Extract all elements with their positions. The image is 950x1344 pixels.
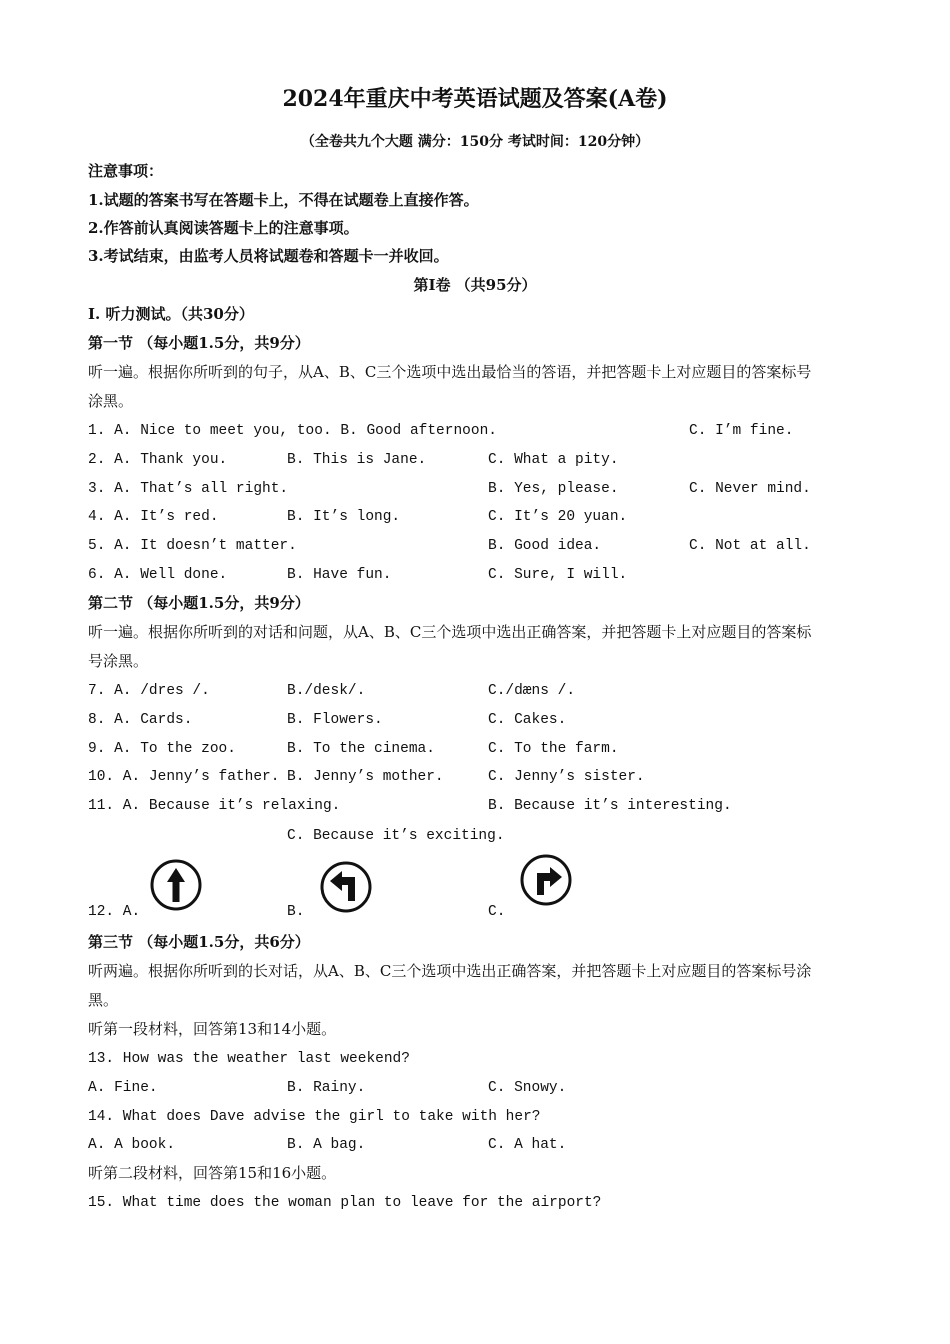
notice-item: 1.试题的答案书写在答题卡上，不得在试题卷上直接作答。	[88, 191, 479, 209]
question-9-option-a: 9. A. To the zoo.	[88, 741, 236, 757]
question-14-stem: 14. What does Dave advise the girl to take with her?	[88, 1109, 541, 1125]
page-title: 2024年重庆中考英语试题及答案(A卷)	[282, 86, 668, 112]
part-heading: Ⅰ. 听力测试。（共30分）	[88, 305, 254, 323]
question-15-stem: 15. What time does the woman plan to leave for the airport?	[88, 1195, 602, 1211]
section-heading: 第二节 （每小题1.5分，共9分）	[88, 594, 310, 612]
question-4-option-c: C. It’s 20 yuan.	[488, 509, 628, 525]
question-6-option-a: 6. A. Well done.	[88, 567, 228, 583]
question-8-option-b: B. Flowers.	[287, 712, 383, 728]
question-2-option-a: 2. A. Thank you.	[88, 452, 228, 468]
question-13-option-c: C. Snowy.	[488, 1080, 567, 1096]
turn-left-icon	[319, 860, 373, 914]
section-instruction: 听一遍。根据你所听到的对话和问题，从A、B、C三个选项中选出正确答案，并把答题卡上对应题目的答案标	[88, 623, 812, 641]
question-8-option-c: C. Cakes.	[488, 712, 567, 728]
question-1-options-ab: 1. A. Nice to meet you, too. B. Good afternoon.	[88, 423, 497, 439]
question-3-option-b: B. Yes, please.	[488, 481, 619, 497]
section-instruction: 听一遍。根据你所听到的句子，从A、B、C三个选项中选出最恰当的答语，并把答题卡上对应题目的答案标号	[88, 363, 812, 381]
question-6-option-b: B. Have fun.	[287, 567, 392, 583]
question-12-option-c: C.	[488, 904, 506, 920]
question-5-option-b: B. Good idea.	[488, 538, 602, 554]
question-5-option-a: 5. A. It doesn’t matter.	[88, 538, 297, 554]
question-6-option-c: C. Sure, I will.	[488, 567, 628, 583]
question-9-option-c: C. To the farm.	[488, 741, 619, 757]
volume-heading: 第Ⅰ卷 （共95分）	[413, 276, 537, 294]
question-8-option-a: 8. A. Cards.	[88, 712, 193, 728]
notice-heading: 注意事项：	[88, 162, 164, 180]
question-12-option-a: 12. A.	[88, 904, 141, 920]
question-7-option-c: C./dæns /.	[488, 683, 576, 699]
section-instruction: 听两遍。根据你所听到的长对话，从A、B、C三个选项中选出正确答案，并把答题卡上对应题目的答案标号涂	[88, 962, 812, 980]
turn-right-icon	[519, 853, 573, 907]
material-note: 听第一段材料，回答第13和14小题。	[88, 1020, 337, 1038]
question-11-option-a: 11. A. Because it’s relaxing.	[88, 798, 341, 814]
question-10-option-c: C. Jenny’s sister.	[488, 769, 645, 785]
question-7-option-b: B./desk/.	[287, 683, 366, 699]
material-note: 听第二段材料，回答第15和16小题。	[88, 1164, 337, 1182]
section-instruction: 黑。	[88, 991, 119, 1009]
question-2-option-b: B. This is Jane.	[287, 452, 427, 468]
question-13-option-b: B. Rainy.	[287, 1080, 366, 1096]
question-13-stem: 13. How was the weather last weekend?	[88, 1051, 410, 1067]
question-10-option-b: B. Jenny’s mother.	[287, 769, 444, 785]
question-14-option-a: A. A book.	[88, 1137, 176, 1153]
notice-item: 3.考试结束，由监考人员将试题卷和答题卡一并收回。	[88, 247, 449, 265]
section-instruction: 涂黑。	[88, 392, 134, 410]
question-2-option-c: C. What a pity.	[488, 452, 619, 468]
question-14-option-b: B. A bag.	[287, 1137, 366, 1153]
question-13-option-a: A. Fine.	[88, 1080, 158, 1096]
section-heading: 第一节 （每小题1.5分，共9分）	[88, 334, 310, 352]
question-5-option-c: C. Not at all.	[689, 538, 811, 554]
question-11-option-b: B. Because it’s interesting.	[488, 798, 732, 814]
question-14-option-c: C. A hat.	[488, 1137, 567, 1153]
question-9-option-b: B. To the cinema.	[287, 741, 435, 757]
section-heading: 第三节 （每小题1.5分，共6分）	[88, 933, 310, 951]
question-7-option-a: 7. A. /dres /.	[88, 683, 210, 699]
question-4-option-b: B. It’s long.	[287, 509, 401, 525]
question-1-option-c: C. I’m fine.	[689, 423, 794, 439]
arrow-up-icon	[149, 858, 203, 912]
notice-item: 2.作答前认真阅读答题卡上的注意事项。	[88, 219, 359, 237]
section-instruction: 号涂黑。	[88, 652, 149, 670]
question-3-option-c: C. Never mind.	[689, 481, 811, 497]
question-10-option-a: 10. A. Jenny’s father.	[88, 769, 280, 785]
question-11-option-c: C. Because it’s exciting.	[287, 828, 505, 844]
question-12-option-b: B.	[287, 904, 305, 920]
question-3-option-a: 3. A. That’s all right.	[88, 481, 289, 497]
question-4-option-a: 4. A. It’s red.	[88, 509, 219, 525]
exam-info: （全卷共九个大题 满分：150分 考试时间：120分钟）	[300, 134, 650, 150]
